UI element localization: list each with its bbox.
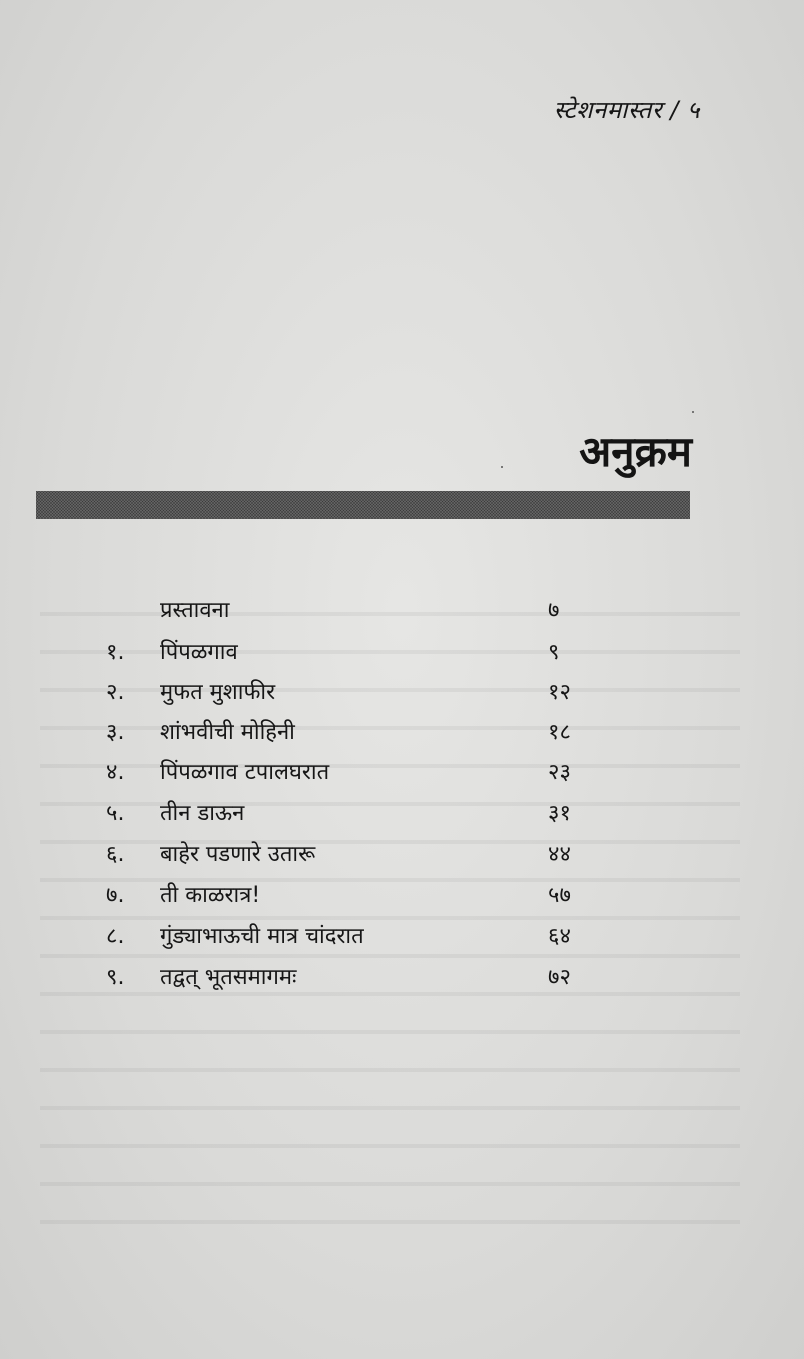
toc-entry [0, 879, 804, 919]
toc-entry-number: ४. [106, 760, 125, 785]
toc-entry-page: ५७ [548, 883, 571, 908]
toc-entry-page: २३ [548, 760, 571, 785]
toc-entry [0, 636, 804, 676]
toc-entry [0, 594, 804, 634]
toc-entry-number: २. [106, 680, 125, 705]
toc-entry-number: ३. [106, 720, 125, 745]
toc-entry-page: ७ [548, 598, 560, 623]
toc-entry-page: १२ [548, 680, 571, 705]
toc-entry-number: ६. [106, 842, 125, 867]
toc-entry [0, 838, 804, 878]
toc-entry-title: तीन डाऊन [160, 801, 245, 826]
title-rule-bar [36, 491, 690, 519]
toc-entry-title: पिंपळगाव टपालघरात [160, 760, 330, 785]
toc-entry [0, 676, 804, 716]
toc-entry-page: ३१ [548, 801, 571, 826]
toc-entry-title: बाहेर पडणारे उतारू [160, 842, 316, 867]
toc-entry-page: ९ [548, 640, 560, 665]
toc-title: अनुक्रम [579, 427, 692, 476]
toc-entry-title: मुफत मुशाफीर [160, 680, 276, 705]
toc-entry-page: १८ [548, 720, 571, 745]
toc-entry-title: तद्वत् भूतसमागमः [160, 965, 297, 990]
toc-entry [0, 797, 804, 837]
ink-speck [501, 466, 503, 468]
toc-entry-number: ८. [106, 924, 125, 949]
toc-entry-number: ९. [106, 965, 125, 990]
toc-entry-title: ती काळरात्र! [160, 883, 261, 908]
toc-entry [0, 961, 804, 1001]
toc-entry [0, 716, 804, 756]
toc-entry-title: पिंपळगाव [160, 640, 238, 665]
toc-entry-page: ४४ [548, 842, 571, 867]
toc-entry-title: प्रस्तावना [160, 598, 230, 623]
toc-entry-page: ७२ [548, 965, 571, 990]
toc-entry-number: ५. [106, 801, 125, 826]
toc-entry-title: गुंड्याभाऊची मात्र चांदरात [160, 924, 364, 949]
toc-entry-page: ६४ [548, 924, 571, 949]
toc-entry [0, 756, 804, 796]
toc-entry-number: ७. [106, 883, 125, 908]
toc-entry-number: १. [106, 640, 125, 665]
ink-speck [692, 411, 694, 413]
running-header: स्टेशनमास्तर / ५ [553, 96, 700, 124]
toc-entry [0, 920, 804, 960]
toc-entry-title: शांभवीची मोहिनी [160, 720, 295, 745]
